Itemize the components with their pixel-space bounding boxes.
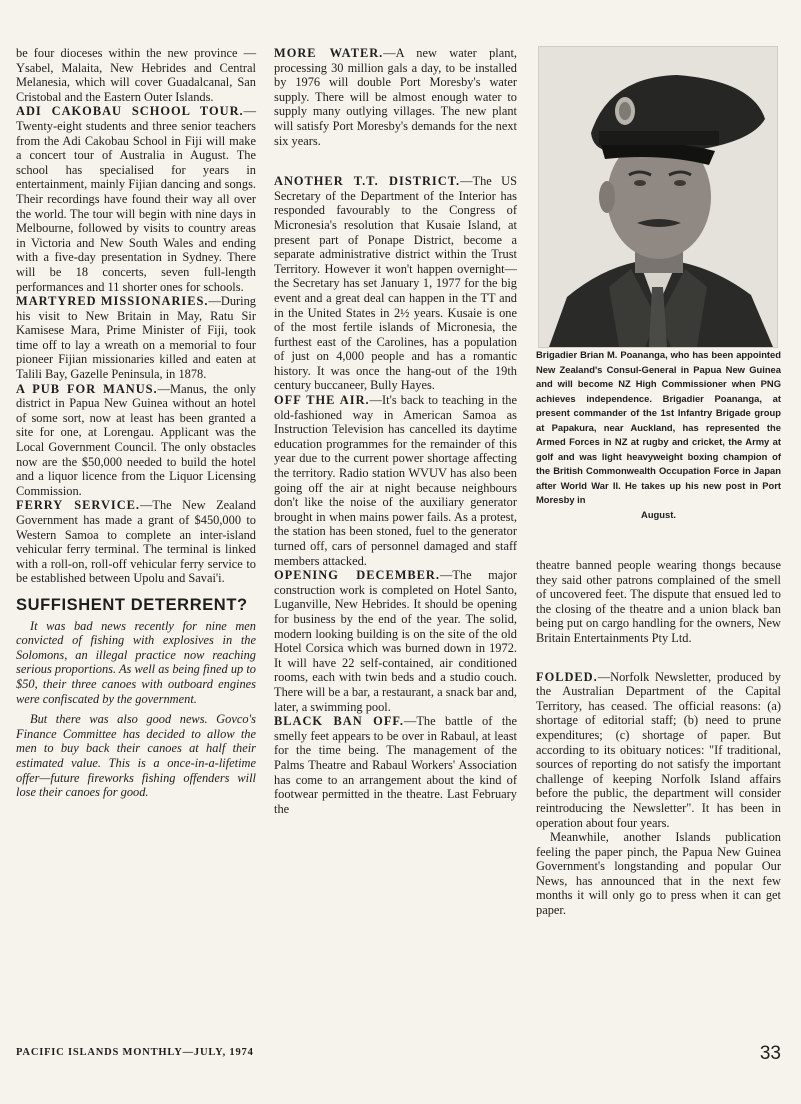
article-body: —The major construction work is completed on Hotel Santo, Luganville, New Hebrides. It should be opening for business by the end of the year. The solid, modern looking building is on the site of the old Hotel Corsica which was burned down in 1972. It will have 22 self-contained, air conditioned rooms, each with twin beds and a studio couch. There will be a bar, a restaurant, a snack bar and, later, a swimming pool. <box>274 568 517 714</box>
article-off-the-air <box>274 393 517 568</box>
portrait-illustration <box>539 47 777 347</box>
column-right <box>536 46 781 918</box>
article-folded <box>536 670 781 831</box>
article-heading: MARTYRED MISSIONARIES. <box>16 294 209 309</box>
article-heading: MORE WATER. <box>274 46 384 60</box>
article-body: —Manus, the only district in Papua New Guinea without an hotel of some sort, now at least has been granted a site for one, at Lorengau. Applicant was the Local Government Council. The only obstacles now are the $50,000 needed to build the hotel and a liquor licence from the Liquor Licensing Commission. <box>16 381 256 498</box>
article-ferry-service <box>16 498 256 586</box>
portrait-photo <box>538 46 778 348</box>
article-body: —The battle of the smelly feet appears to be over in Rabaul, at least for the time being. The management of the Palms Theatre and Rabaul Workers' Association has come to an arrangement about the kind of footwear permitted in the theatre. Last February the <box>274 714 517 816</box>
article-heading: A PUB FOR MANUS. <box>16 381 158 396</box>
article-heading: FOLDED. <box>536 669 598 684</box>
photo-caption <box>536 348 781 522</box>
article-body: —Norfolk Newsletter, produced by the Australian Department of the Capital Territory, has ceased. The official reasons: (a) shortage of editorial staff; (b) need to prune expenditures; (c) shortage of paper. But according to its obituary notices: "If traditional, sources of reporting do not satisfy the important challenge of keeping Norfolk Island affairs before the public, the department will consider reintroducing the Newsletter". It has been in operation about four years. <box>536 669 781 830</box>
article-heading: ADI CAKOBAU SCHOOL TOUR. <box>16 104 244 119</box>
intro-paragraph: be four dioceses within the new province — Ysabel, Malaita, New Hebrides and Central Melanesia, which will cover Guadalcanal, San Cristobal and the Eastern Outer Islands. <box>16 46 256 104</box>
article-body: —The US Secretary of the Department of the Interior has responded favourably to the Congress of Micronesia's resolution that Kusaie Island, at present part of Ponape District, become a separate administrative district within the Trust Territory. However it won't happen overnight—the Secretary has set January 1, 1977 for the big event and a great deal can happen in the TT and in the United States in 2½ years. Kusaie is one of the most fertile islands of Micronesia, the furthest east of the Carolines, has a population of just on 4,000 people and has a romantic history. It was once the hang-out of the 19th century buccaneer, Bully Hayes. <box>274 174 518 393</box>
footer-publication: PACIFIC ISLANDS MONTHLY—JULY, 1974 <box>16 1047 254 1058</box>
article-martyred-missionaries <box>16 294 256 382</box>
section-title: SUFFISHENT DETERRENT? <box>16 595 248 614</box>
meanwhile-paragraph: Meanwhile, another Islands publication feeling the paper pinch, the Papua New Guinea Government's longstanding and popular Our News, has announced that in the next few months it will only go to press when it can get paper. <box>536 830 781 918</box>
article-opening-december <box>274 568 517 714</box>
page-footer <box>16 1045 781 1065</box>
article-black-ban-off <box>274 714 517 816</box>
article-adi-cakobau <box>16 104 256 294</box>
caption-text: Brigadier Brian M. Poananga, who has been appointed New Zealand's Consul-General in Papua New Guinea and will become NZ High Commissioner when PNG achieves independence. Brigadier Poananga, at present commander of the 1st Infantry Brigade group at Papakura, near Auckland, has represented the Armed Forces in NZ at rugby and cricket, the Army at golf and was light heavyweight boxing champion of the British Commonwealth Occupation Force in Japan after World War II. He takes up his new post in Port Moresby in <box>536 349 781 505</box>
page-number: 33 <box>759 1043 781 1064</box>
article-heading: OFF THE AIR. <box>274 393 370 408</box>
black-ban-continued: theatre banned people wearing thongs because they said other patrons complained of the smell of uncovered feet. The dispute that ensued led to the closing of the theatre and a union black ban being put on cargo handling for the owners, New Britain Entertainments Pty Ltd. <box>536 558 781 645</box>
caption-end: August. <box>641 508 676 520</box>
article-heading: FERRY SERVICE. <box>16 498 141 513</box>
column-middle <box>274 46 517 816</box>
suffishent-paragraph-1: It was bad news recently for nine men convicted of fishing with explosives in the Solomons, an illegal practice now reaching serious proportions. As well as being fined up to $50, their three canoes with outboard engines were confiscated by the government. <box>16 618 256 706</box>
article-heading: BLACK BAN OFF. <box>274 714 404 729</box>
article-more-water <box>274 46 517 148</box>
article-body: —The New Zealand Government has made a grant of $450,000 to Western Samoa to complete an inter-island vehicular ferry terminal. The terminal is linked with a roll-on, roll-off vehicular ferry service to be established between Upolu and Savai'i. <box>16 498 256 586</box>
article-heading: OPENING DECEMBER. <box>274 568 440 583</box>
article-pub-for-manus <box>16 382 256 499</box>
article-body: —It's back to teaching in the old-fashioned way in American Samoa as Instruction Television has cancelled its daytime education programmes for the remainder of this year due to the current power shortage affecting the territory. Radio station WVUV has also been going off the air at night because neighbours don't like the noise of the auxiliary generator brought in when mains power fails. As a protest, the station has been stoned, fuel to the generator turned off, cars of personnel damaged and staff members attacked. <box>274 393 517 568</box>
article-heading: ANOTHER T.T. DISTRICT. <box>274 174 461 189</box>
article-body: —During his visit to New Britain in May, Ratu Sir Kamisese Mara, Prime Minister of Fiji, took time off to lay a wreath on a memorial to four pioneer Fijian missionaries killed and eaten at Talili Bay, Gazelle Peninsula, in 1878. <box>16 294 256 382</box>
suffishent-paragraph-2: But there was also good news. Govco's Finance Committee has decided to allow the men to buy back their canoes at half their estimated value. This is a once-in-a-lifetime offer—future fireworks fishing offenders will lose their canoes for good. <box>16 712 256 800</box>
article-another-tt-district <box>274 174 517 393</box>
article-body: —A new water plant, processing 30 million gals a day, to be installed by 1976 will double Port Moresby's water supply. There will be almost enough water to supply many outlying villages. The new plant will satisfy Port Moresby's demands for the next six years. <box>274 46 517 148</box>
column-left <box>16 46 256 800</box>
article-body: —Twenty-eight students and three senior teachers from the Adi Cakobau School in Fiji will make a concert tour of Australia in August. The school has specialised for years in entertainment, mainly Fijian dancing and songs. Their recordings have found their way all over the world. The tour will begin with nine days in Melbourne, followed by visits to country areas in Victoria and New South Wales and ending with a five-day presentation in Sydney. There will be 18 concerts, seven full-length performances and 11 shorter ones for schools. <box>16 104 256 294</box>
suffishent-deterrent-box <box>16 595 256 800</box>
